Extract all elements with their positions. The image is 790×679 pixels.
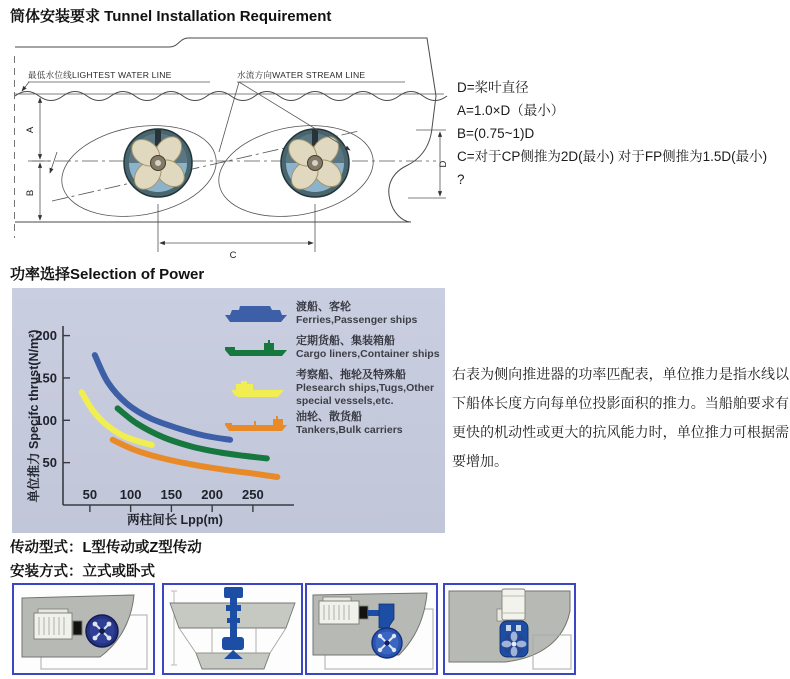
curve-tug-ship-icon [82,392,152,445]
note-line: D=桨叶直径 [457,80,529,95]
chart-legend [224,301,445,445]
water-stream-line-label: 水流方向WATER STREAM LINE [237,70,366,80]
legend-label-cn: 渡船、客轮 [296,301,351,313]
hull-sketch [14,585,153,673]
figure-z-drive-side-view [305,583,438,675]
dim-label-c: C [229,250,237,261]
legend-label-en: Ferries,Passenger ships [296,314,418,326]
x-axis-label: 两柱间长 Lpp(m) [127,513,223,527]
dim-label-a: A [25,126,36,134]
tanker-ship-icon [224,415,288,433]
legend-label-cn: 考察船、拖轮及特殊船 [296,369,406,381]
passenger-ship-icon [224,305,288,323]
svg-text:100: 100 [35,412,57,428]
legend-label-en: Cargo liners,Container ships [296,348,440,360]
svg-text:50: 50 [82,487,98,502]
figure-vertical-l-drive-cross-section [162,583,303,675]
dim-label-d: D [438,160,449,168]
installation-figures [12,583,778,675]
svg-text:150: 150 [160,487,183,502]
tunnel-installation-diagram [12,30,449,265]
figure-vertical-thruster-cross-section [443,583,576,675]
legend-item [224,335,445,361]
figure-horizontal-drive-side-view [12,583,155,675]
legend-label-en: Tankers,Bulk carriers [296,424,403,436]
note-line: ? [457,172,465,187]
tug-ship-icon [224,380,288,398]
y-axis-label: 单位推力 Specifc thrust(N/m²) [27,329,41,503]
section-power-title: 功率选择Selection of Power [10,266,205,283]
svg-text:200: 200 [201,487,223,502]
leader-arrow [22,82,29,91]
svg-text:200: 200 [35,328,57,344]
propeller-photo [124,129,192,197]
propeller-photo [281,129,349,197]
note-line: A=1.0×D（最小） [457,103,565,118]
page-title: 筒体安装要求 Tunnel Installation Requirement [10,8,332,25]
legend-label-en: Plesearch ships,Tugs,Other special vessels,etc. [296,382,435,407]
power-note-paragraph: 右表为侧向推进器的功率匹配表，单位推力是指水线以下船体长度方向每单位投影面积的推力。当船舶要求有更快的机动性或更大的抗风能力时，单位推力可根据需要增加。 [452,366,789,469]
hull-sketch [445,585,574,673]
svg-text:150: 150 [35,370,57,386]
mounting-heading: 安装方式：立式或卧式 [10,564,155,580]
note-line: B=(0.75~1)D [457,126,535,141]
legend-label-cn: 油轮、散货船 [296,411,362,423]
svg-text:50: 50 [42,455,57,471]
angle-arrow [50,152,57,173]
dim-label-b: B [25,189,36,197]
note-line: C=对于CP侧推为2D(最小) 对于FP侧推为1.5D(最小) [457,149,768,164]
svg-text:250: 250 [242,487,264,502]
drive-type-heading: 传动型式：L型传动或Z型传动 [10,540,202,556]
leader [219,82,239,152]
lightest-water-line-label: 最低水位线LIGHTEST WATER LINE [28,70,172,80]
curve-passenger-ship-icon [95,355,230,440]
legend-item [224,301,445,327]
hull-sketch [307,585,436,673]
bow-profile [389,96,436,222]
legend-item [224,369,445,408]
x-ticks [83,487,264,512]
power-selection-chart [12,288,445,533]
legend-item [224,411,445,437]
dimension-notes [457,76,789,191]
deck-line [15,38,436,96]
svg-text:100: 100 [119,487,142,502]
legend-label-cn: 定期货船、集装箱船 [296,335,395,347]
hull-sketch [164,585,301,673]
cargo-ship-icon [224,339,288,357]
wave-line [15,92,447,101]
